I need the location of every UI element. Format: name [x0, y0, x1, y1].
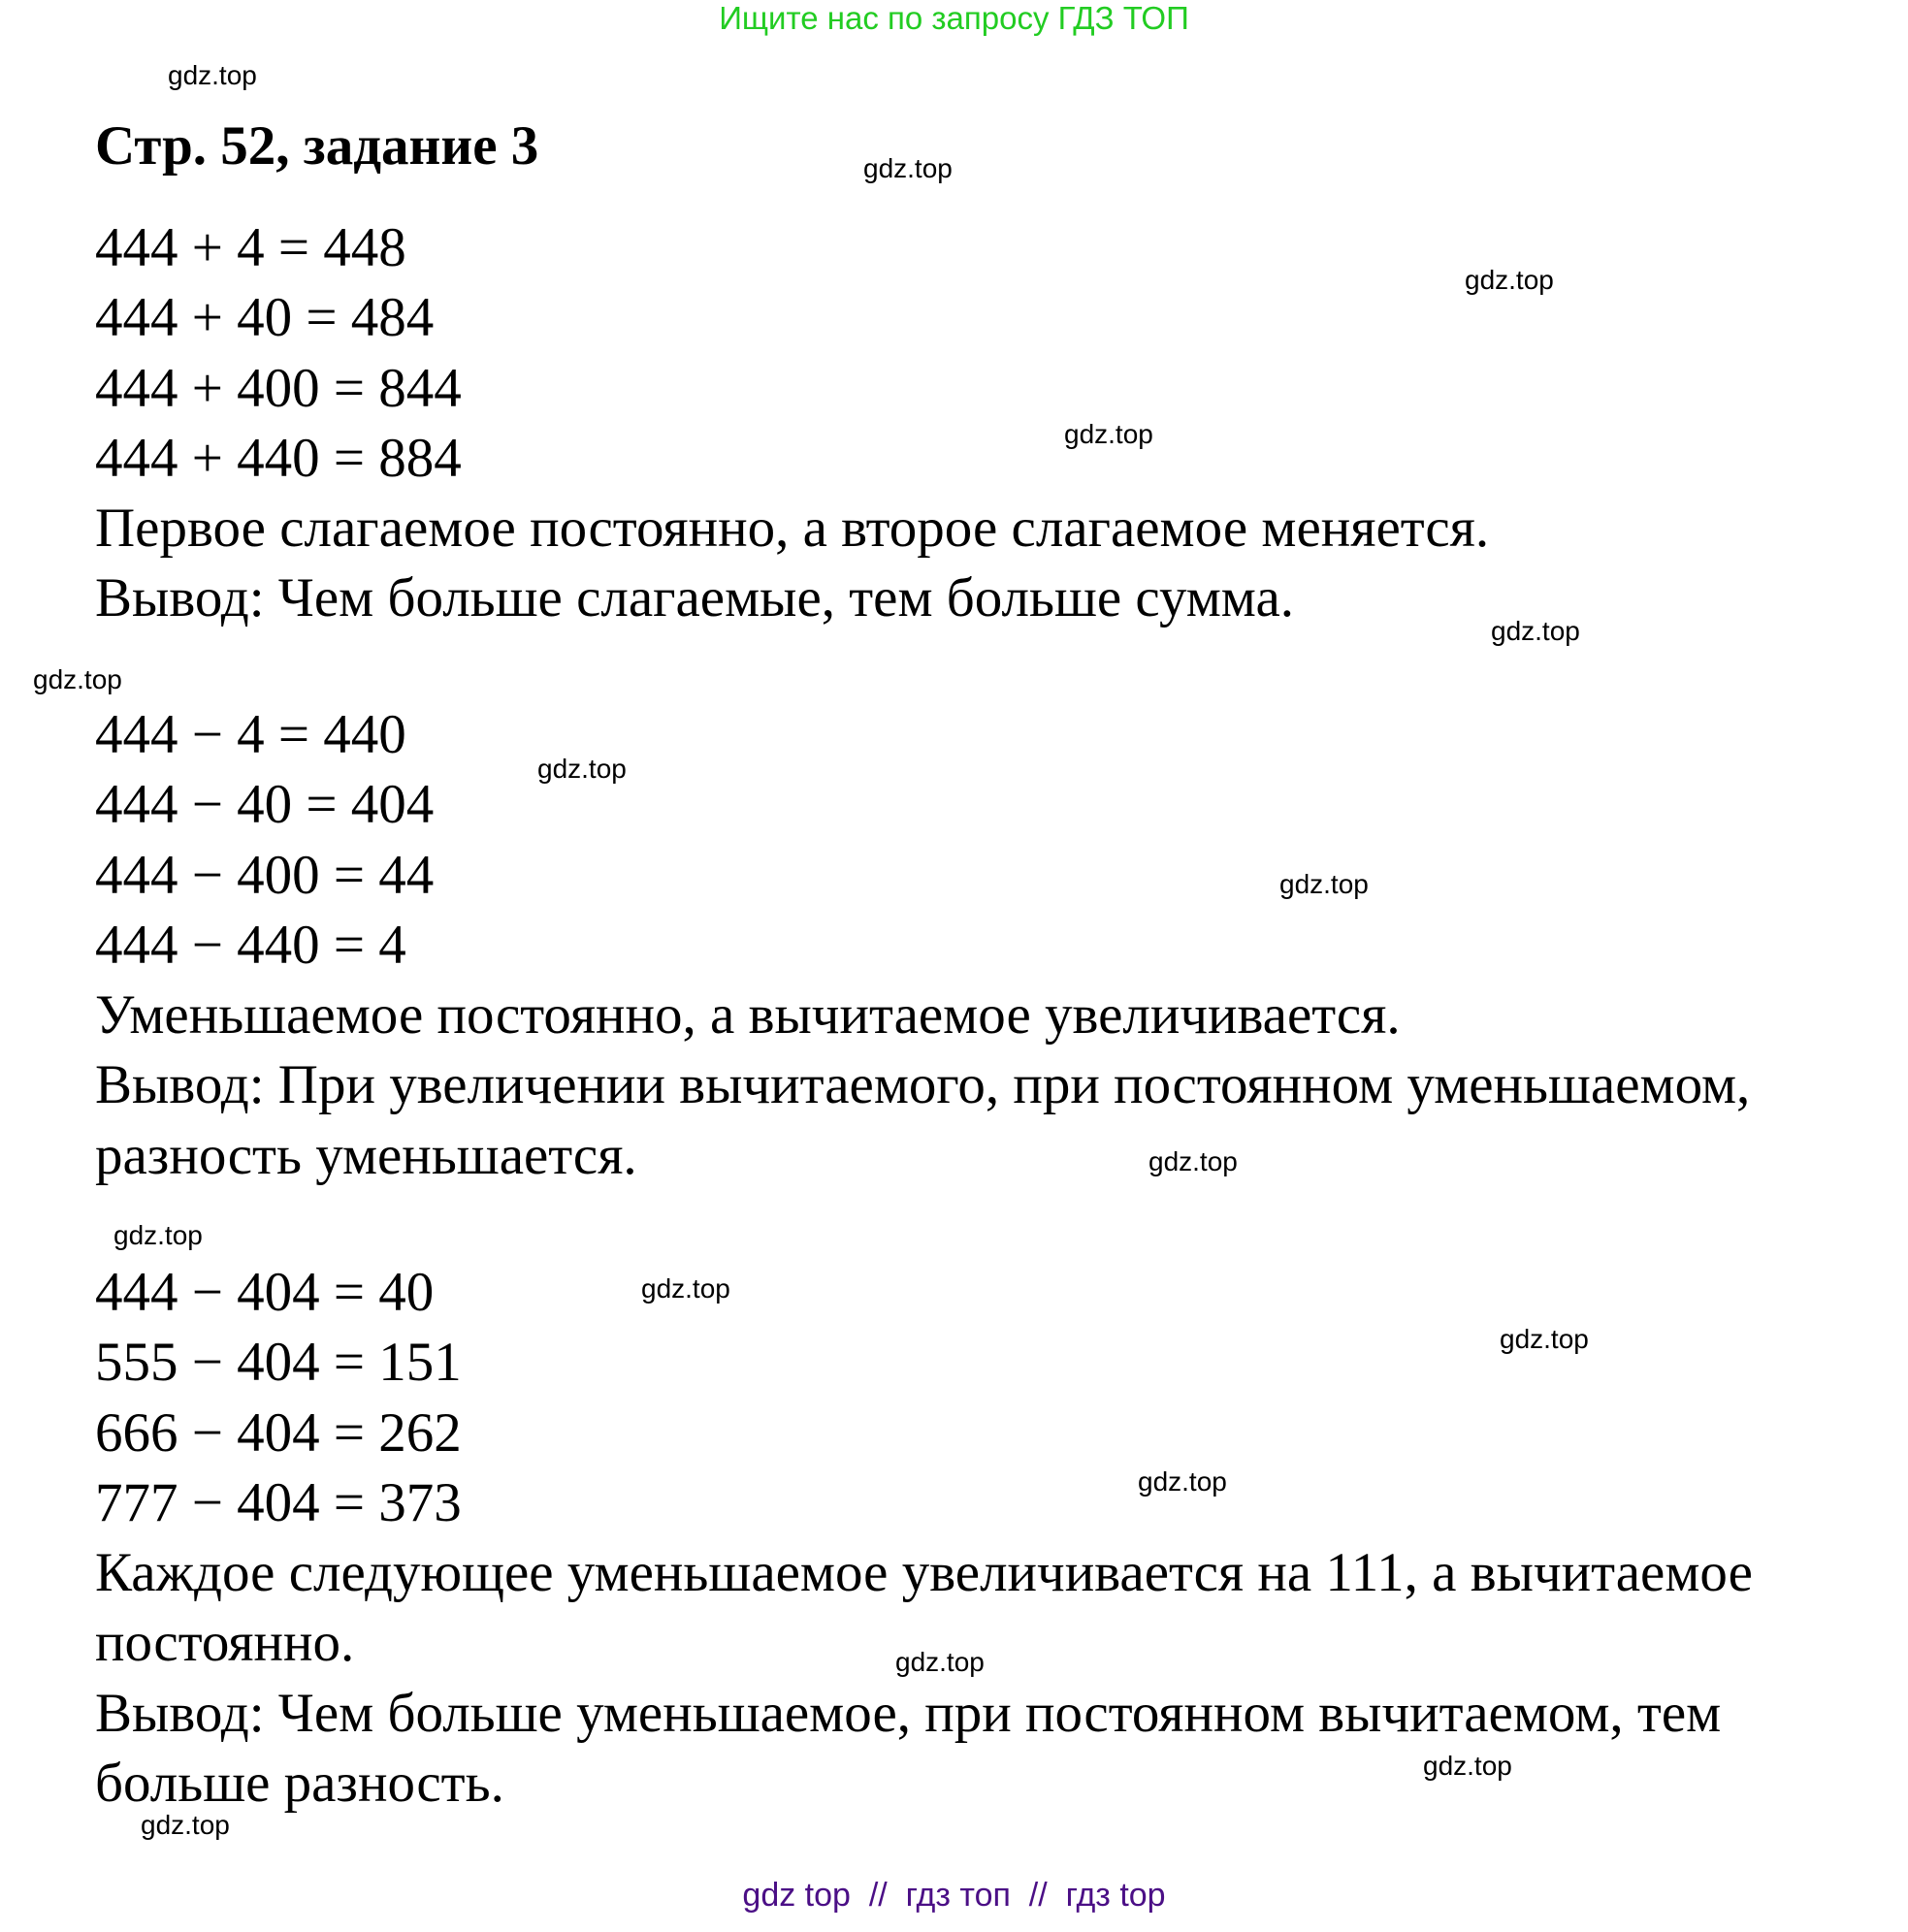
- equation-line: 444 + 440 = 884: [95, 427, 462, 489]
- watermark: gdz.top: [141, 1810, 230, 1840]
- equation-line: 777 − 404 = 373: [95, 1471, 462, 1533]
- observation-text: Каждое следующее уменьшаемое увеличивается на 111, а вычитаемое: [95, 1542, 1753, 1604]
- watermark: gdz.top: [641, 1273, 730, 1304]
- footer-links: gdz top // гдз топ // гдз top: [742, 1877, 1166, 1914]
- equation-line: 444 − 404 = 40: [95, 1262, 435, 1323]
- observation-text: Уменьшаемое постоянно, а вычитаемое увеличивается.: [95, 984, 1401, 1046]
- equation-line: 444 − 400 = 44: [95, 844, 435, 906]
- page-title: Стр. 52, задание 3: [95, 115, 539, 177]
- watermark: gdz.top: [895, 1647, 985, 1677]
- watermark: gdz.top: [1423, 1751, 1512, 1781]
- watermark: gdz.top: [1138, 1466, 1227, 1497]
- equation-line: 444 − 4 = 440: [95, 704, 406, 765]
- watermark: gdz.top: [113, 1220, 203, 1250]
- observation-text: постоянно.: [95, 1612, 355, 1674]
- watermark: gdz.top: [537, 754, 627, 784]
- search-banner: Ищите нас по запросу ГДЗ ТОП: [719, 0, 1189, 36]
- equation-line: 444 − 40 = 404: [95, 774, 435, 836]
- conclusion-text: Вывод: При увеличении вычитаемого, при постоянном уменьшаемом,: [95, 1054, 1751, 1116]
- watermark: gdz.top: [33, 664, 122, 694]
- conclusion-text: Вывод: Чем больше слагаемые, тем больше сумма.: [95, 567, 1295, 629]
- watermark: gdz.top: [1500, 1324, 1589, 1354]
- watermark: gdz.top: [1491, 616, 1580, 646]
- watermark: gdz.top: [1148, 1146, 1238, 1176]
- watermark: gdz.top: [1064, 419, 1153, 449]
- equation-line: 444 − 440 = 4: [95, 914, 406, 976]
- watermark: gdz.top: [1465, 265, 1554, 295]
- watermark: gdz.top: [863, 153, 953, 183]
- equation-line: 444 + 40 = 484: [95, 287, 435, 349]
- section-addition: [95, 213, 1489, 634]
- section-subtraction: [95, 700, 1750, 1191]
- equation-line: 444 + 400 = 844: [95, 357, 462, 419]
- equation-line: 444 + 4 = 448: [95, 217, 406, 278]
- watermark: gdz.top: [168, 60, 257, 90]
- watermark: gdz.top: [1279, 869, 1369, 899]
- equation-line: 555 − 404 = 151: [95, 1332, 462, 1394]
- observation-text: Первое слагаемое постоянно, а второе слагаемое меняется.: [95, 498, 1490, 560]
- conclusion-text: разность уменьшается.: [95, 1124, 637, 1186]
- equation-line: 666 − 404 = 262: [95, 1401, 462, 1464]
- conclusion-text: Вывод: Чем больше уменьшаемое, при постоянном вычитаемом, тем: [95, 1682, 1722, 1744]
- conclusion-text: больше разность.: [95, 1753, 504, 1815]
